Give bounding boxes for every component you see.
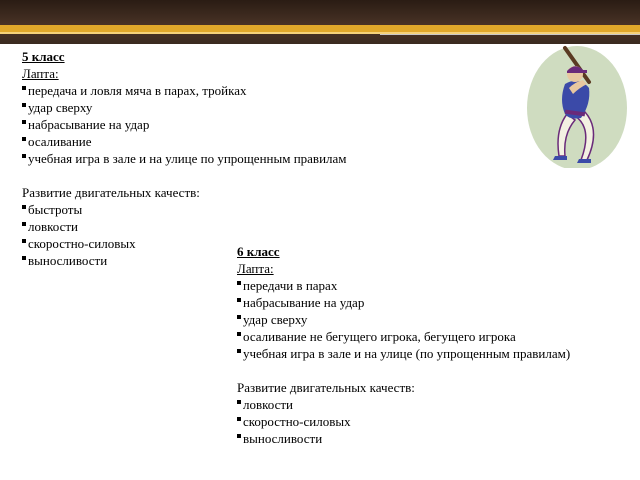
list-item: удар сверху bbox=[237, 311, 637, 328]
list-item: набрасывание на удар bbox=[237, 294, 637, 311]
batter-shoe bbox=[577, 159, 591, 163]
list-item: осаливание bbox=[22, 133, 402, 150]
list-item: передача и ловля мяча в парах, тройках bbox=[22, 82, 402, 99]
batter-shoe bbox=[553, 156, 567, 160]
list-item: выносливости bbox=[237, 430, 637, 447]
grade-6-block bbox=[237, 243, 637, 447]
list-item: передачи в парах bbox=[237, 277, 637, 294]
grade-5-sport-label: Лапта: bbox=[22, 66, 59, 81]
list-item: скоростно-силовых bbox=[237, 413, 637, 430]
grade-6-sport-label: Лапта: bbox=[237, 261, 274, 276]
grade-5-title: 5 класс bbox=[22, 49, 65, 64]
grade-6-qualities-heading: Развитие двигательных качеств: bbox=[237, 380, 415, 395]
grade-6-qualities bbox=[237, 396, 637, 447]
grade-6-items bbox=[237, 277, 637, 362]
grade-5-qualities-heading: Развитие двигательных качеств: bbox=[22, 185, 200, 200]
baseball-batter-icon bbox=[505, 38, 630, 168]
grade-5-block bbox=[22, 48, 402, 269]
list-item: ловкости bbox=[22, 218, 402, 235]
list-item: осаливание не бегущего игрока, бегущего игрока bbox=[237, 328, 637, 345]
list-item: выносливости bbox=[22, 252, 402, 269]
grade-5-items bbox=[22, 82, 402, 167]
list-item: набрасывание на удар bbox=[22, 116, 402, 133]
list-item: удар сверху bbox=[22, 99, 402, 116]
header-divider bbox=[380, 34, 640, 35]
list-item: быстроты bbox=[22, 201, 402, 218]
grade-6-title: 6 класс bbox=[237, 244, 280, 259]
list-item: учебная игра в зале и на улице по упрощенным правилам bbox=[22, 150, 402, 167]
list-item: учебная игра в зале и на улице (по упрощенным правилам) bbox=[237, 345, 637, 362]
header-stripe bbox=[0, 25, 640, 32]
spacer bbox=[237, 362, 637, 379]
list-item: скоростно-силовых bbox=[22, 235, 402, 252]
list-item: ловкости bbox=[237, 396, 637, 413]
spacer bbox=[22, 167, 402, 184]
